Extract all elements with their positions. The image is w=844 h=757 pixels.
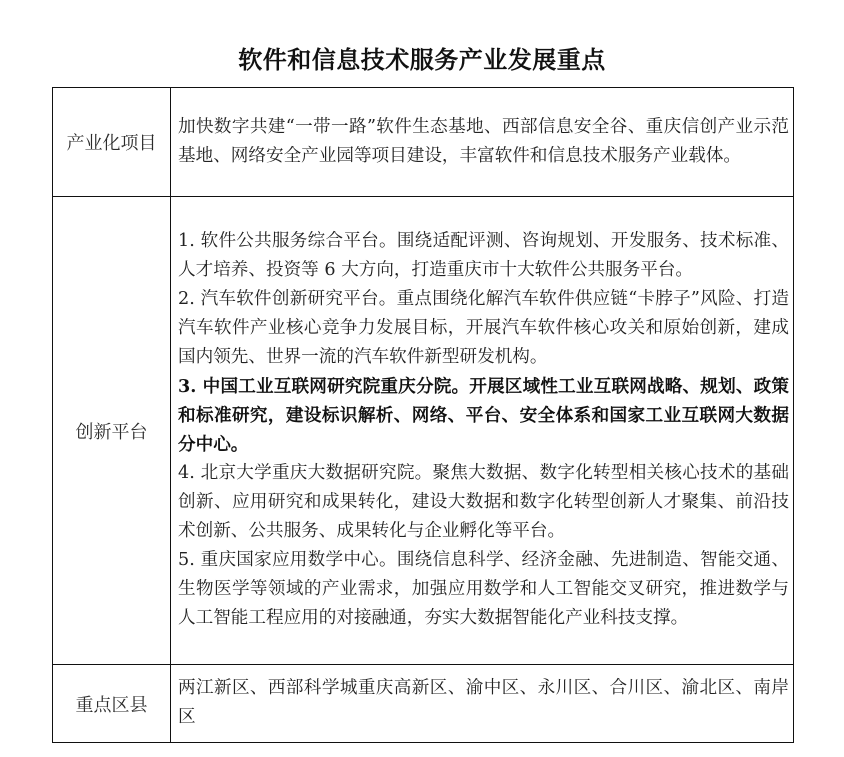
table-row-key-districts: [53, 665, 794, 743]
development-focus-table: [52, 87, 794, 743]
content-paragraph: 两江新区、西部科学城重庆高新区、渝中区、永川区、合川区、渝北区、南岸区: [178, 678, 789, 727]
row-label-cell: 产业化项目: [53, 88, 171, 197]
platform-item-4: 4. 北京大学重庆大数据研究院。聚焦大数据、数字化转型相关核心技术的基础创新、应用研究和成果转化，建设大数据和数字化转型创新人才聚集、前沿技术创新、公共服务、成果转化与企业孵化等平台。: [178, 463, 789, 541]
row-content-cell: [171, 197, 794, 665]
platform-item-3: 3. 中国工业互联网研究院重庆分院。开展区域性工业互联网战略、规划、政策和标准研究，建设标识解析、网络、平台、安全体系和国家工业互联网大数据分中心。: [178, 376, 789, 455]
row-content-cell: [171, 88, 794, 197]
content-paragraph: 加快数字共建“一带一路”软件生态基地、西部信息安全谷、重庆信创产业示范基地、网络安全产业园等项目建设，丰富软件和信息技术服务产业载体。: [178, 116, 789, 166]
row-label-cell: 创新平台: [53, 197, 171, 665]
row-content-cell: [171, 665, 794, 743]
platform-item-1: 1. 软件公共服务综合平台。围绕适配评测、咨询规划、开发服务、技术标准、人才培养、投资等 6 大方向，打造重庆市十大软件公共服务平台。: [178, 231, 789, 280]
platform-item-2: 2. 汽车软件创新研究平台。重点围绕化解汽车软件供应链“卡脖子”风险、打造汽车软件产业核心竞争力发展目标，开展汽车软件核心攻关和原始创新，建成国内领先、世界一流的汽车软件新型研发机构。: [178, 289, 789, 367]
table-row-industrialization-projects: [53, 88, 794, 197]
document-title: 软件和信息技术服务产业发展重点: [238, 46, 606, 74]
table-row-innovation-platforms: [53, 197, 794, 665]
platform-item-5: 5. 重庆国家应用数学中心。围绕信息科学、经济金融、先进制造、智能交通、生物医学等领域的产业需求，加强应用数学和人工智能交叉研究，推进数学与人工智能工程应用的对接融通，夯实大数据智能化产业科技支撑。: [178, 550, 789, 628]
row-label-cell: 重点区县: [53, 665, 171, 743]
